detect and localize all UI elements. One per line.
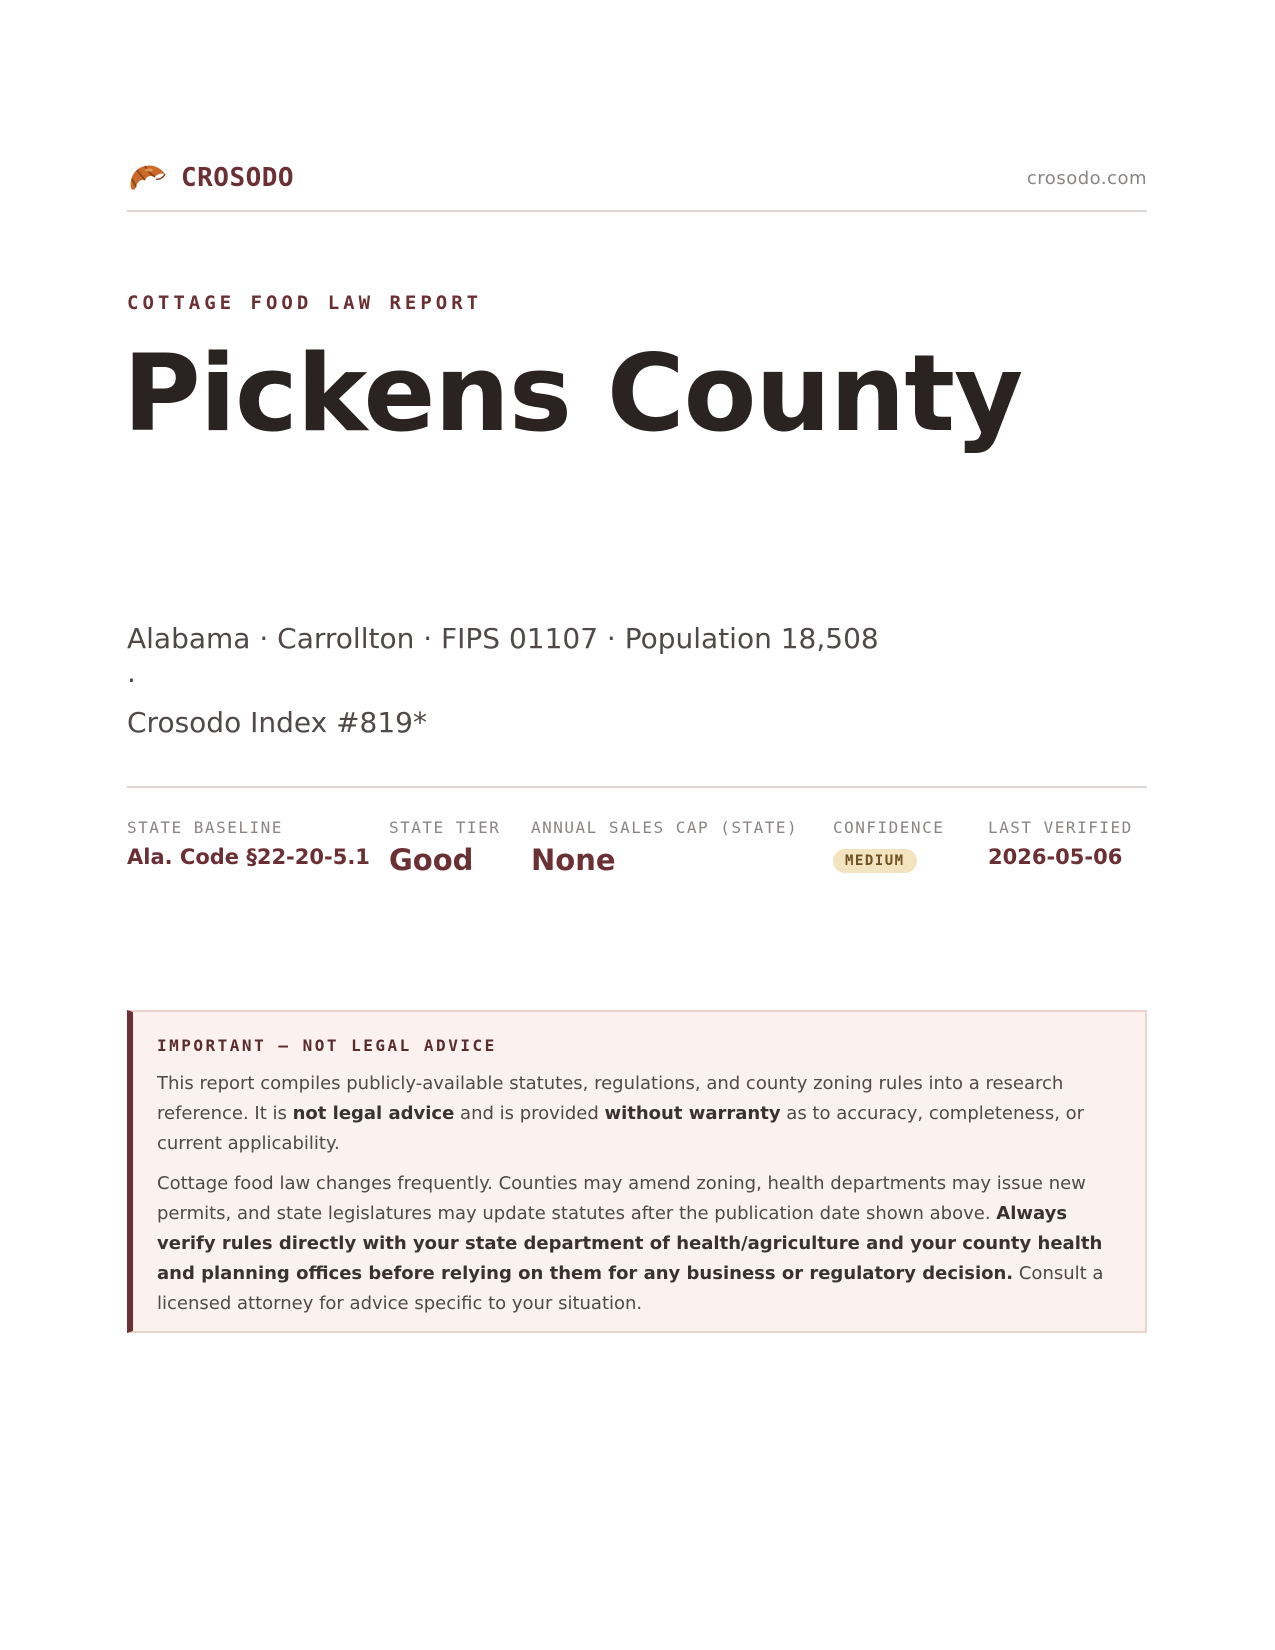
notice-text: Cottage food law changes frequently. Counties may amend zoning, health departments may issue new permits, and state legislatures may update statutes after the publication date shown above. — [157, 1173, 1086, 1224]
confidence-badge: MEDIUM — [833, 849, 917, 873]
brand[interactable] — [127, 158, 294, 198]
county-meta — [127, 618, 887, 744]
brand-name: CROSODO — [181, 163, 295, 193]
report-page — [123, 0, 1147, 1650]
notice-emphasis: without warranty — [604, 1103, 781, 1124]
site-url-link[interactable]: crosodo.com — [1026, 168, 1147, 189]
stat-label: LAST VERIFIED — [988, 818, 1133, 837]
county-meta-line-2: Crosodo Index #819* — [127, 706, 427, 739]
notice-emphasis: not legal advice — [292, 1103, 455, 1124]
county-meta-line-1: Alabama · Carrollton · FIPS 01107 · Population 18,508 · — [127, 622, 879, 697]
stat-label: ANNUAL SALES CAP (STATE) — [531, 818, 799, 837]
notice-text: as to accuracy, completeness, or current applicability. — [157, 1103, 1085, 1154]
stat-label: STATE TIER — [389, 818, 501, 837]
page-header — [127, 156, 1147, 212]
stat-annual-sales-cap — [531, 818, 798, 877]
notice-paragraph-2 — [157, 1169, 1119, 1319]
notice-paragraph-1 — [157, 1069, 1119, 1159]
notice-text: This report compiles publicly-available statutes, regulations, and county zoning rules into a research reference. It is — [157, 1073, 1064, 1124]
stat-last-verified — [988, 818, 1133, 869]
stat-value: 2026-05-06 — [988, 845, 1123, 869]
notice-emphasis: Always verify rules directly with your state department of health/agriculture and your county health and planning offices before relying on them for any business or regulatory decision. — [157, 1203, 1103, 1284]
legal-notice — [127, 1010, 1147, 1333]
page-title: Pickens County — [123, 332, 1023, 455]
stat-value: None — [531, 843, 616, 877]
croissant-icon — [127, 160, 167, 196]
stats-row — [127, 786, 1147, 898]
stat-value: Ala. Code §22-20-5.1 — [127, 845, 370, 869]
stat-state-tier — [389, 818, 500, 877]
stat-confidence — [833, 818, 944, 873]
stat-value: Good — [389, 843, 474, 877]
stat-label: STATE BASELINE — [127, 818, 283, 837]
notice-text: and is provided — [454, 1103, 605, 1124]
notice-text: Consult a licensed attorney for advice specific to your situation. — [157, 1263, 1104, 1314]
notice-title: IMPORTANT — NOT LEGAL ADVICE — [157, 1036, 497, 1055]
stat-label: CONFIDENCE — [833, 818, 945, 837]
stat-state-baseline — [127, 818, 370, 869]
report-eyebrow: COTTAGE FOOD LAW REPORT — [127, 292, 483, 314]
